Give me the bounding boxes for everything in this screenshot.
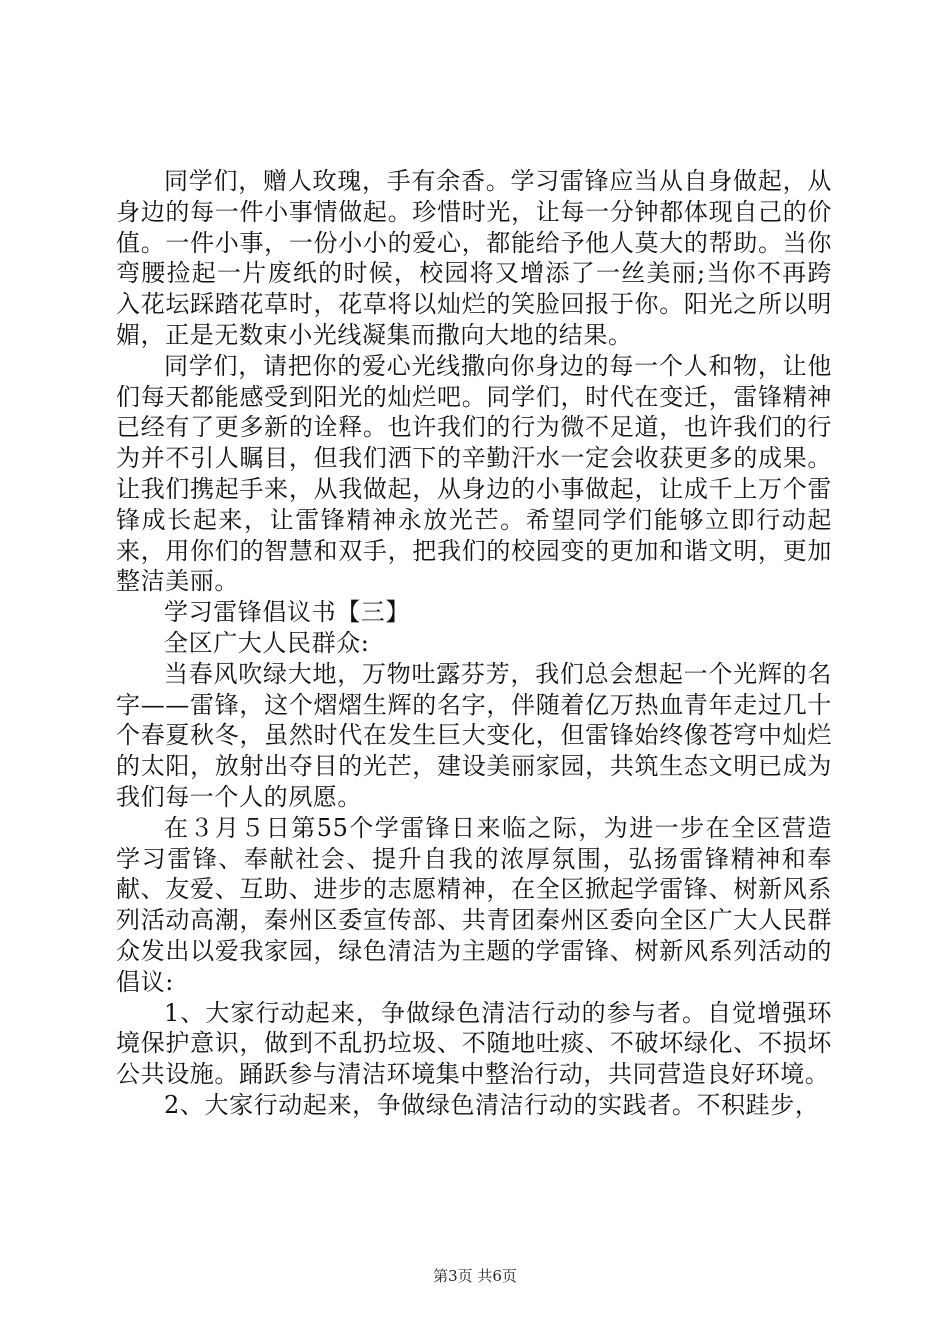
page-number-footer: 第3页 共6页 (433, 1267, 517, 1285)
document-body (116, 166, 832, 1121)
body-paragraph: 当春风吹绿大地，万物吐露芬芳，我们总会想起一个光辉的名字——雷锋，这个熠熠生辉的名字，伴随着亿万热血青年走过几十个春夏秋冬，虽然时代在发生巨大变化，但雷锋始终像苍穹中灿烂的太阳，放射出夺目的光芒，建设美丽家园，共筑生态文明已成为我们每一个人的夙愿。 (116, 659, 832, 811)
body-paragraph: 同学们，请把你的爱心光线撒向你身边的每一个人和物，让他们每天都能感受到阳光的灿烂吧。同学们，时代在变迁，雷锋精神已经有了更多新的诠释。也许我们的行为微不足道，也许我们的行为并不引人瞩目，但我们洒下的辛勤汗水一定会收获更多的成果。让我们携起手来，从我做起，从身边的小事做起，让成千上万个雷锋成长起来，让雷锋精神永放光芒。希望同学们能够立即行动起来，用你们的智慧和双手，把我们的校园变的更加和谐文明，更加整洁美丽。 (116, 351, 832, 596)
salutation: 全区广大人民群众: (164, 628, 370, 657)
list-item: 1、大家行动起来，争做绿色清洁行动的参与者。自觉增强环境保护意识，做到不乱扔垃圾、不随地吐痰、不破坏绿化、不损坏公共设施。踊跃参与清洁环境集中整治行动，共同营造良好环境。 (116, 998, 832, 1089)
body-paragraph: 同学们，赠人玫瑰，手有余香。学习雷锋应当从自身做起，从身边的每一件小事情做起。珍惜时光，让每一分钟都体现自己的价值。一件小事，一份小小的爱心，都能给予他人莫大的帮助。当你弯腰捡起一片废纸的时候，校园将又增添了一丝美丽;当你不再跨入花坛踩踏花草时，花草将以灿烂的笑脸回报于你。阳光之所以明媚，正是无数束小光线凝集而撒向大地的结果。 (116, 167, 832, 349)
section-heading: 学习雷锋倡议书【三】 (164, 598, 410, 627)
list-item: 2、大家行动起来，争做绿色清洁行动的实践者。不积跬步， (164, 1090, 820, 1119)
body-paragraph: 在３月５日第55个学雷锋日来临之际，为进一步在全区营造学习雷锋、奉献社会、提升自我的浓厚氛围，弘扬雷锋精神和奉献、友爱、互助、进步的志愿精神，在全区掀起学雷锋、树新风系列活动高潮，秦州区委宣传部、共青团秦州区委向全区广大人民群众发出以爱我家园，绿色清洁为主题的学雷锋、树新风系列活动的倡议: (116, 813, 832, 996)
